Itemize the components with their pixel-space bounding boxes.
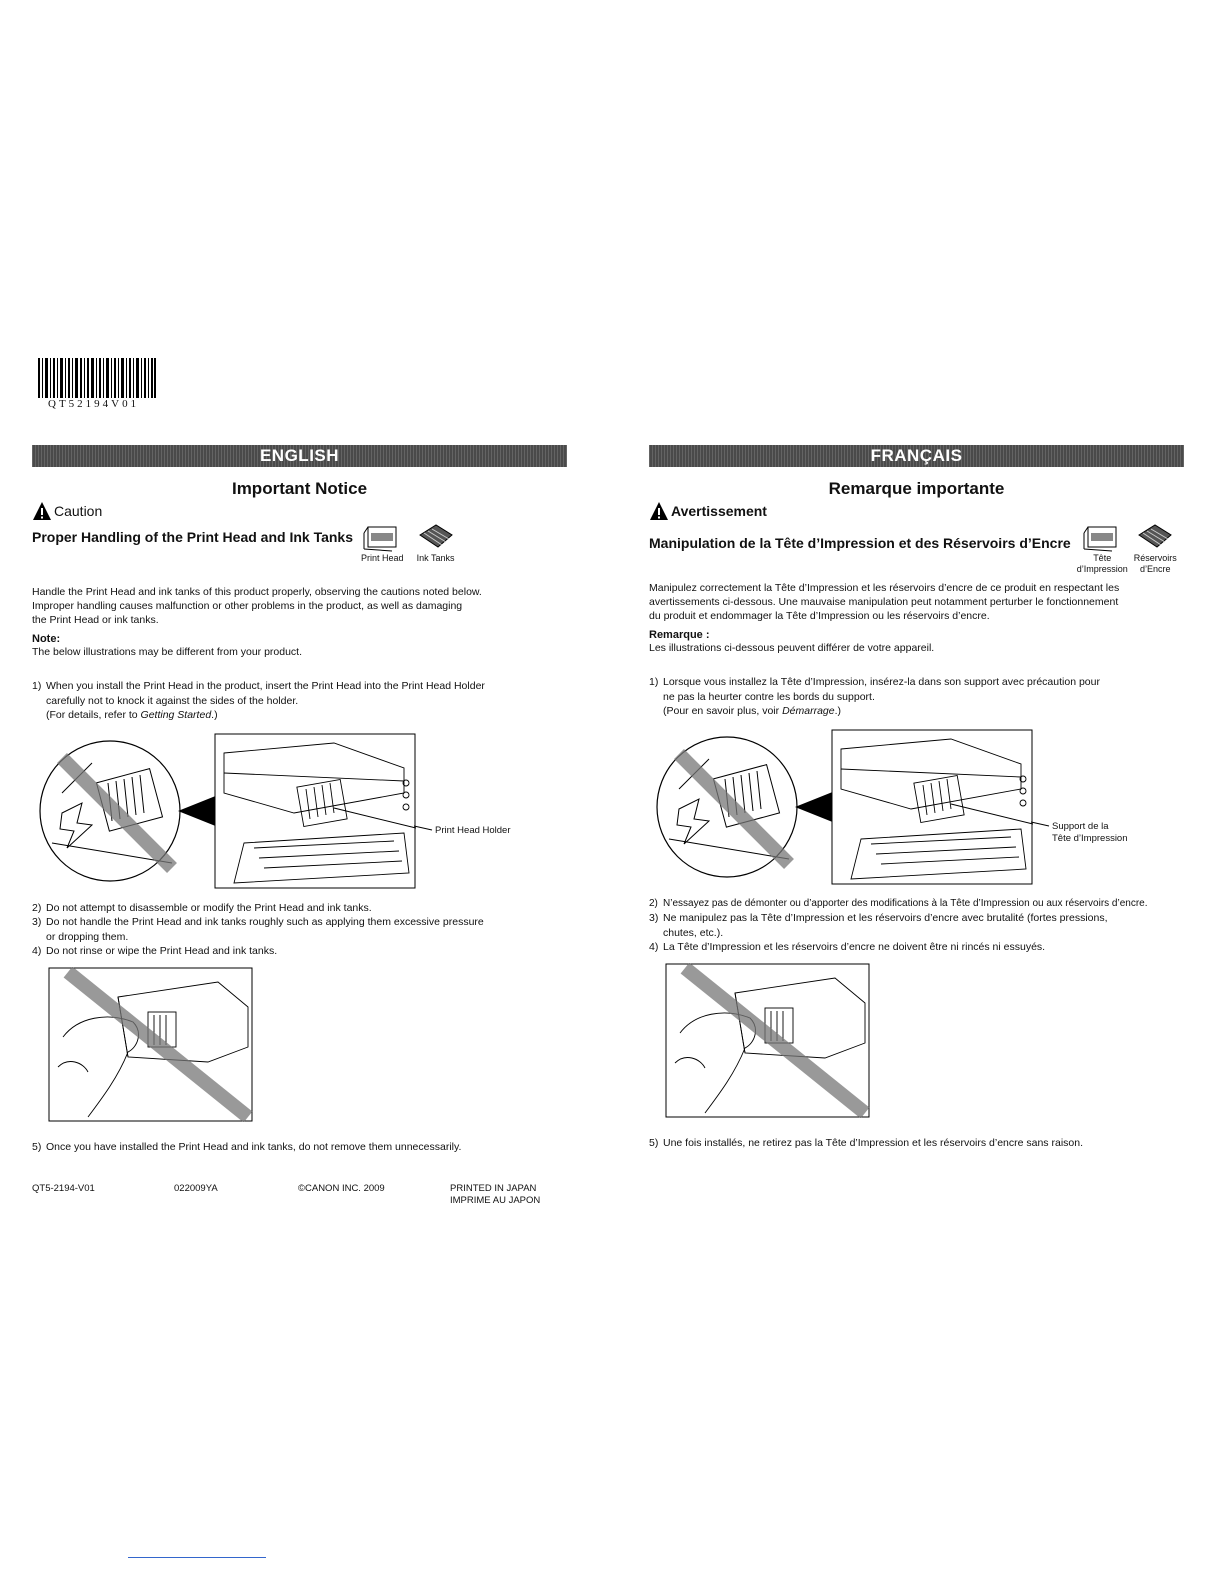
bottom-divider [128, 1557, 266, 1558]
list-text: or dropping them. [46, 930, 129, 943]
ink-tanks-label: Réservoirs d’Encre [1133, 553, 1177, 574]
prohibited-knock-illustration [32, 733, 232, 891]
prohibited-knock-illustration [649, 729, 849, 887]
list-text: Une fois installés, ne retirez pas la Tête d’Impression et les réservoirs d’encre sans raison. [663, 1136, 1083, 1149]
ink-tanks-icon-box [416, 523, 456, 563]
french-subtitle: Manipulation de la Tête d’Impression et des Réservoirs d’Encre [649, 535, 1071, 551]
print-head-label: Print Head [361, 553, 404, 563]
prohibited-wipe-illustration [48, 967, 253, 1122]
footer-printed-fr: IMPRIME AU JAPON [450, 1195, 541, 1206]
french-note-text: Les illustrations ci-dessous peuvent différer de votre appareil. [649, 642, 935, 654]
french-intro-line: avertissements ci-dessous. Une mauvaise manipulation peut notamment perturber le fonctionnement [649, 596, 1119, 608]
list-item [649, 911, 1184, 940]
french-language-bar: FRANÇAIS [649, 445, 1184, 467]
english-caution-label: Caution [54, 503, 103, 519]
list-item [32, 915, 567, 944]
list-text: Lorsque vous installez la Tête d’Impression, insérez-la dans son support avec précaution pour [663, 676, 1100, 688]
footer-date-code: 022009YA [174, 1183, 218, 1194]
english-intro-line: the Print Head or ink tanks. [32, 614, 159, 626]
french-subtitle-row [649, 523, 1184, 575]
list-item [649, 940, 1184, 955]
getting-started-ref: Getting Started [140, 709, 212, 721]
english-column [32, 445, 567, 1154]
french-column [649, 445, 1184, 1150]
french-list [649, 675, 1184, 1150]
list-number: 5) [32, 1140, 42, 1153]
list-text: Do not attempt to disassemble or modify the Print Head and ink tanks. [46, 901, 372, 914]
list-text: carefully not to knock it against the sides of the holder. [46, 694, 299, 707]
print-head-holder-label: Support de la Tête d’Impression [1052, 820, 1128, 844]
english-note-text: The below illustrations may be different from your product. [32, 646, 303, 658]
french-component-icons [1077, 523, 1177, 575]
english-subtitle-row [32, 523, 567, 563]
print-head-holder-illustration [214, 733, 416, 889]
list-item [649, 675, 1184, 719]
list-number: 4) [649, 941, 659, 953]
list-item [32, 679, 567, 723]
list-item [649, 1136, 1184, 1151]
print-head-icon-box [1077, 523, 1128, 575]
demarrage-ref: Démarrage [782, 705, 835, 717]
footer-code: QT5-2194-V01 [32, 1183, 95, 1194]
english-intro-line: Handle the Print Head and ink tanks of this product properly, observing the cautions noted below. [32, 586, 482, 598]
english-component-icons [361, 523, 456, 563]
list-text: Do not rinse or wipe the Print Head and ink tanks. [46, 945, 278, 957]
english-caution [32, 501, 567, 521]
english-intro-line: Improper handling causes malfunction or other problems in the product, as well as damaging [32, 600, 463, 612]
english-list [32, 679, 567, 1154]
list-number: 2) [649, 897, 658, 909]
french-caution-label: Avertissement [671, 503, 767, 519]
list-text: N’essayez pas de démonter ou d’apporter des modifications à la Tête d’Impression ou aux réservoirs d’encre. [663, 897, 1148, 909]
list-item [649, 897, 1184, 912]
print-head-holder-label: Print Head Holder [435, 824, 511, 836]
list-number: 1) [32, 680, 42, 692]
ink-tanks-icon [1135, 523, 1175, 553]
ink-tanks-label: Ink Tanks [416, 553, 455, 563]
list-text: Once you have installed the Print Head and ink tanks, do not remove them unnecessarily. [46, 1140, 462, 1153]
footer-printed-en: PRINTED IN JAPAN [450, 1183, 537, 1194]
ink-tanks-icon-box [1134, 523, 1177, 575]
list-text: La Tête d’Impression et les réservoirs d’encre ne doivent être ni rincés ni essuyés. [663, 941, 1046, 953]
english-title: Important Notice [231, 479, 368, 498]
french-intro [649, 581, 1184, 623]
print-head-install-figure [32, 733, 567, 891]
french-caution [649, 501, 1184, 521]
details-reference: (For details, refer to Getting Started.) [46, 709, 218, 721]
ink-tanks-icon [416, 523, 456, 553]
list-text: chutes, etc.). [663, 926, 724, 939]
list-item [32, 1140, 567, 1155]
list-text: Do not handle the Print Head and ink tanks roughly such as applying them excessive pressure [46, 916, 484, 928]
list-number: 2) [32, 901, 42, 914]
english-intro [32, 585, 567, 627]
warning-icon [649, 501, 669, 521]
list-text: ne pas la heurter contre les bords du support. [663, 690, 875, 703]
print-head-icon [362, 523, 402, 553]
list-number: 5) [649, 1136, 659, 1149]
list-item [32, 944, 567, 959]
print-head-label: Tête d’Impression [1076, 553, 1128, 574]
list-item [32, 901, 567, 916]
holder-pointer-line [1031, 729, 1051, 887]
english-subtitle: Proper Handling of the Print Head and Ink Tanks [32, 529, 354, 545]
french-intro-line: du produit et endommager la Tête d’Impression ou les réservoirs d’encre. [649, 610, 990, 622]
french-note-label: Remarque : [649, 629, 710, 641]
holder-pointer-line [414, 733, 434, 891]
details-reference: (Pour en savoir plus, voir Démarrage.) [663, 705, 842, 717]
print-head-holder-illustration [831, 729, 1033, 885]
list-number: 4) [32, 945, 42, 957]
english-language-bar: ENGLISH [32, 445, 567, 467]
english-note-label: Note: [32, 633, 61, 645]
print-head-icon [1082, 523, 1122, 553]
prohibited-wipe-illustration [665, 963, 870, 1118]
list-number: 3) [32, 916, 42, 928]
footer-copyright: ©CANON INC. 2009 [298, 1183, 385, 1194]
french-title: Remarque importante [828, 479, 1005, 498]
french-intro-line: Manipulez correctement la Tête d’Impression et les réservoirs d’encre de ce produit en respectant les [649, 582, 1120, 594]
list-text: When you install the Print Head in the product, insert the Print Head into the Print Head Holder [46, 680, 485, 692]
print-head-icon-box [361, 523, 404, 563]
barcode-image [38, 358, 156, 398]
barcode-code: QT52194V01 [48, 398, 140, 410]
list-text: Ne manipulez pas la Tête d’Impression et les réservoirs d’encre avec brutalité (fortes pressions, [663, 912, 1108, 924]
print-head-install-figure [649, 729, 1184, 887]
list-number: 3) [649, 912, 659, 924]
list-number: 1) [649, 676, 659, 688]
warning-icon [32, 501, 52, 521]
